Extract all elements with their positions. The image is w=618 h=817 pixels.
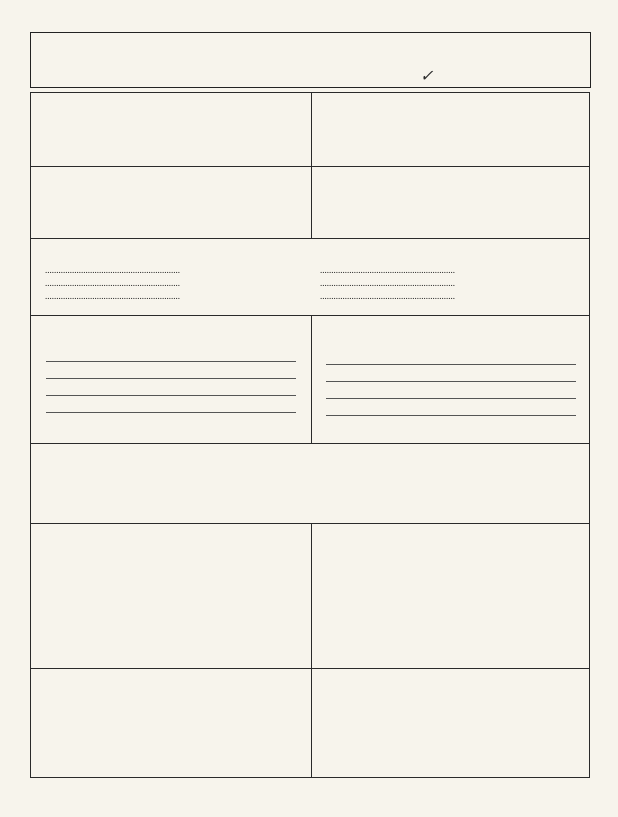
underline [326, 398, 576, 399]
divider [311, 315, 312, 443]
divider [311, 523, 312, 777]
underline [46, 361, 296, 362]
event-17-heading [30, 243, 590, 261]
underline [326, 415, 576, 416]
underline [46, 378, 296, 379]
dot-leader: ............................................................ [45, 278, 180, 288]
underline [326, 364, 576, 365]
divider [311, 92, 312, 238]
table-row [320, 291, 575, 301]
table-row [45, 291, 300, 301]
check-mark-icon: ✓ [420, 66, 434, 85]
table-row [45, 265, 300, 275]
divider [30, 523, 590, 524]
dot-leader: ............................................................ [45, 265, 180, 275]
divider [30, 92, 31, 777]
table-row [320, 278, 575, 288]
divider [30, 238, 590, 239]
divider [30, 92, 590, 93]
underline [46, 412, 296, 413]
divider [30, 777, 590, 778]
underline [326, 381, 576, 382]
divider [30, 443, 590, 444]
dot-leader: ............................................................ [320, 278, 455, 288]
dot-leader: ............................................................ [320, 291, 455, 301]
divider [30, 315, 590, 316]
table-row [320, 265, 575, 275]
divider [589, 92, 590, 777]
table-row [45, 278, 300, 288]
dot-leader: ............................................................ [45, 291, 180, 301]
dot-leader: ............................................................ [320, 265, 455, 275]
feature-box [30, 32, 591, 88]
divider [30, 668, 590, 669]
underline [46, 395, 296, 396]
divider [30, 166, 590, 167]
